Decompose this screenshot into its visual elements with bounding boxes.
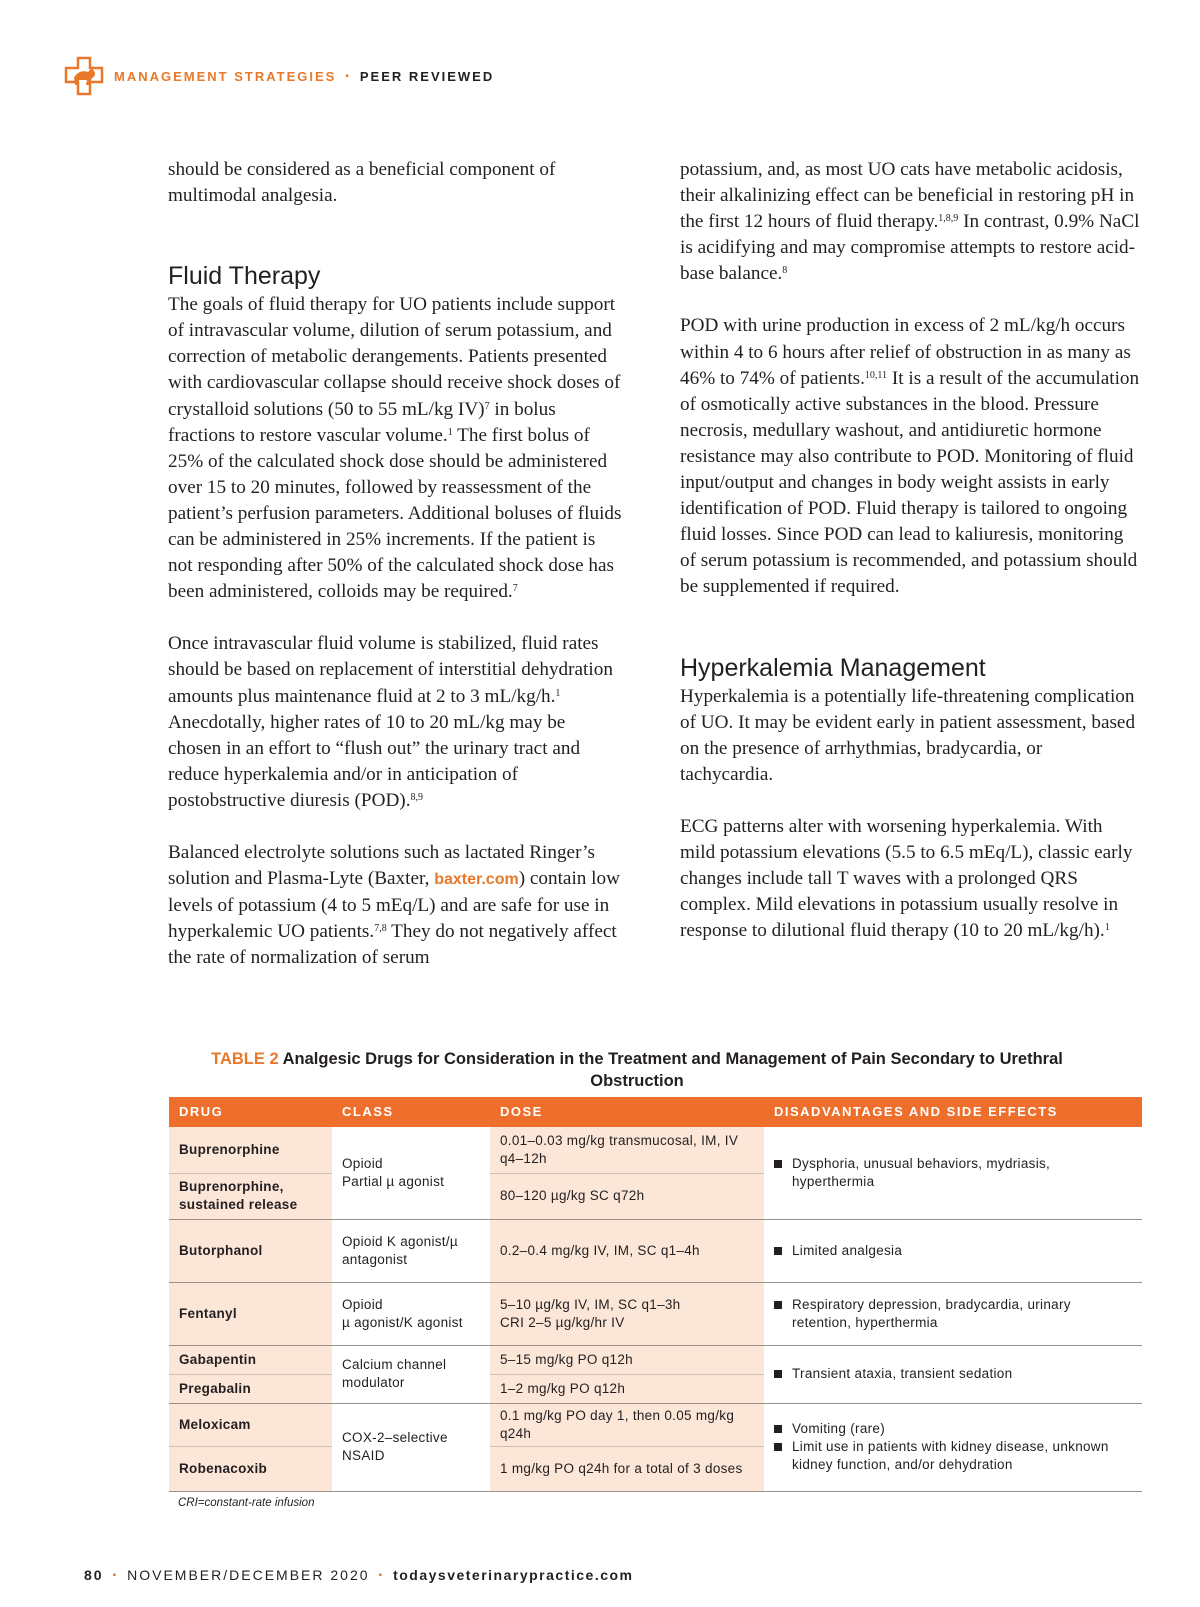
class-cell: Opioid Partial µ agonist xyxy=(332,1127,490,1219)
disadvantages-cell: Transient ataxia, transient sedation xyxy=(764,1345,1142,1403)
drug-cell: Butorphanol xyxy=(169,1219,332,1282)
bullet-icon xyxy=(774,1425,782,1433)
disadvantages-cell: Vomiting (rare) Limit use in patients with kidney disease, unknown kidney function, and/or dehydration xyxy=(764,1403,1142,1491)
column-header-disadvantages: DISADVANTAGES AND SIDE EFFECTS xyxy=(764,1097,1142,1127)
table-title: TABLE 2 Analgesic Drugs for Consideration in the Treatment and Management of Pain Secondary to Urethral Obstruction xyxy=(211,1050,1063,1090)
peer-reviewed-label: PEER REVIEWED xyxy=(359,68,495,84)
table-label: TABLE 2 xyxy=(211,1050,279,1068)
column-header-drug: DRUG xyxy=(169,1097,332,1127)
class-cell: Calcium channel modulator xyxy=(332,1345,490,1403)
disadvantages-cell: Dysphoria, unusual behaviors, mydriasis, hyperthermia xyxy=(764,1127,1142,1219)
paragraph: potassium, and, as most UO cats have metabolic acidosis, their alkalinizing effect can be beneficial in restoring pH in the first 12 hours of fluid therapy.$^{1,8,9}$ In contrast, 0.9% NaCl is acidifying and may compromise attempts to restore acid-base balance.$^8$ xyxy=(680,159,1140,285)
column-header-dose: DOSE xyxy=(490,1097,764,1127)
table-row xyxy=(169,1219,1142,1282)
bullet-icon xyxy=(774,1443,782,1451)
dose-cell: 5–15 mg/kg PO q12h xyxy=(490,1345,764,1374)
paragraph: The goals of fluid therapy for UO patients include support of intravascular volume, dilution of serum potassium, and correction of metabolic derangements. Patients presented with cardiovascular collapse should receive shock doses of crystalloid solutions (50 to 55 mL/kg IV)$^7$ in bolus fractions to restore vascular volume.$^1$ The first bolus of 25% of the calculated shock dose should be administered over 15 to 20 minutes, followed by reassessment of the patient’s perfusion parameters. Additional boluses of fluids can be administered in 25% increments. If the patient is not responding after 50% of the calculated shock dose has been administered, colloids may be required.$^7$ xyxy=(168,294,622,603)
page-header xyxy=(62,56,494,96)
disadvantages-cell: Limited analgesia xyxy=(764,1219,1142,1282)
disadvantages-cell: Respiratory depression, bradycardia, urinary retention, hyperthermia xyxy=(764,1282,1142,1345)
dose-cell: 0.2–0.4 mg/kg IV, IM, SC q1–4h xyxy=(490,1219,764,1282)
drug-cell: Meloxicam xyxy=(169,1403,332,1446)
table-row xyxy=(169,1127,1142,1173)
table-row xyxy=(169,1282,1142,1345)
left-column xyxy=(168,157,623,997)
bullet-icon xyxy=(774,1370,782,1378)
drug-cell: Buprenorphine xyxy=(169,1127,332,1173)
right-column xyxy=(680,157,1140,970)
page-number: 80 xyxy=(84,1567,104,1583)
analgesic-drugs-table xyxy=(169,1097,1142,1492)
drug-cell: Pregabalin xyxy=(169,1374,332,1403)
table-row xyxy=(169,1403,1142,1446)
dose-cell: 0.1 mg/kg PO day 1, then 0.05 mg/kg q24h xyxy=(490,1403,764,1446)
table-header-row xyxy=(169,1097,1142,1127)
dose-cell: 5–10 µg/kg IV, IM, SC q1–3h CRI 2–5 µg/kg/hr IV xyxy=(490,1282,764,1345)
bullet-icon xyxy=(774,1160,782,1168)
column-header-class: CLASS xyxy=(332,1097,490,1127)
drug-cell: Robenacoxib xyxy=(169,1446,332,1491)
website-link[interactable]: todaysveterinarypractice.com xyxy=(393,1567,634,1583)
dose-cell: 80–120 µg/kg SC q72h xyxy=(490,1173,764,1219)
drug-cell: Fentanyl xyxy=(169,1282,332,1345)
table-footnote: CRI=constant-rate infusion xyxy=(178,1497,315,1509)
drug-cell: Buprenorphine, sustained release xyxy=(169,1173,332,1219)
paragraph: POD with urine production in excess of 2 mL/kg/h occurs within 4 to 6 hours after relief of obstruction in as many as 46% to 74% of patients.$^{10,11}$ It is a result of the accumulation of osmotically active substances in the blood. Pressure necrosis, medullary washout, and antidiuretic hormone resistance may also contribute to POD. Monitoring of fluid input/output and changes in body weight assists in early identification of POD. Fluid therapy is tailored to ongoing fluid losses. Since POD can lead to kaliuresis, monitoring of serum potassium is recommended, and potassium should be supplemented if required. xyxy=(680,315,1140,598)
dose-cell: 1–2 mg/kg PO q12h xyxy=(490,1374,764,1403)
class-cell: Opioid µ agonist/K agonist xyxy=(332,1282,490,1345)
issue-date: NOVEMBER/DECEMBER 2020 xyxy=(127,1567,370,1583)
class-cell: COX-2–selective NSAID xyxy=(332,1403,490,1491)
section-heading-hyperkalemia: Hyperkalemia Management xyxy=(680,653,986,682)
footer-separator: ▪ xyxy=(112,1569,119,1581)
veterinary-cross-logo-icon xyxy=(62,56,106,96)
bullet-icon xyxy=(774,1301,782,1309)
header-separator: ▪ xyxy=(345,70,351,82)
table-row xyxy=(169,1345,1142,1374)
paragraph: should be considered as a beneficial component of multimodal analgesia. xyxy=(168,159,556,207)
dose-cell: 1 mg/kg PO q24h for a total of 3 doses xyxy=(490,1446,764,1491)
paragraph: Once intravascular fluid volume is stabilized, fluid rates should be based on replacement of interstitial dehydration amounts plus maintenance fluid at 2 to 3 mL/kg/h.$^1$ Anecdotally, higher rates of 10 to 20 mL/kg may be chosen in an effort to “flush out” the urinary tract and reduce hyperkalemia and/or in anticipation of postobstructive diuresis (POD).$^{8,9}$ xyxy=(168,633,613,811)
section-heading-fluid-therapy: Fluid Therapy xyxy=(168,262,321,291)
paragraph: Balanced electrolyte solutions such as lactated Ringer’s solution and Plasma-Lyte (Baxter, baxter.com) contain low levels of potassium (4 to 5 mEq/L) and are safe for use in hyperkalemic UO patients.$^{7,8}$ They do not negatively affect the rate of normalization of serum xyxy=(168,841,620,969)
bullet-icon xyxy=(774,1247,782,1255)
paragraph: ECG patterns alter with worsening hyperkalemia. With mild potassium elevations (5.5 to 6.5 mEq/L), classic early changes include tall T waves with a prolonged QRS complex. Mild elevations in potassium usually resolve in response to dilutional fluid therapy (10 to 20 mL/kg/h).$^1$ xyxy=(680,815,1133,942)
section-label: MANAGEMENT STRATEGIES xyxy=(114,68,337,84)
page-footer xyxy=(84,1567,634,1583)
drug-cell: Gabapentin xyxy=(169,1345,332,1374)
paragraph: Hyperkalemia is a potentially life-threatening complication of UO. It may be evident early in patient assessment, based on the presence of arrhythmias, bradycardia, or tachycardia. xyxy=(680,685,1136,785)
footer-separator: ▪ xyxy=(378,1569,385,1581)
class-cell: Opioid K agonist/µ antagonist xyxy=(332,1219,490,1282)
baxter-link[interactable]: baxter.com xyxy=(434,871,519,889)
dose-cell: 0.01–0.03 mg/kg transmucosal, IM, IV q4–12h xyxy=(490,1127,764,1173)
